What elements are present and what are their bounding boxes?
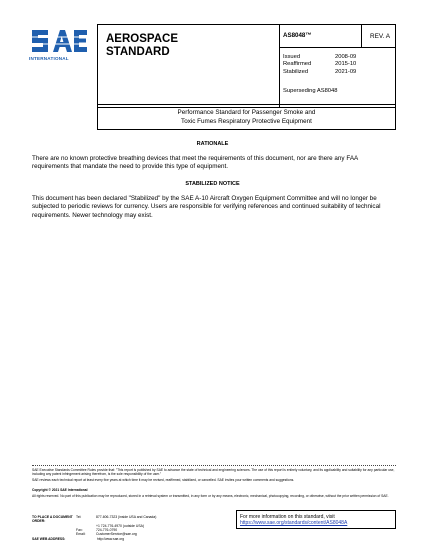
stabilized-heading: STABILIZED NOTICE: [185, 181, 240, 187]
contact-value: 724-776-0790: [96, 527, 118, 532]
copyright: Copyright © 2021 SAE International: [32, 488, 88, 492]
contact-key: Email:: [76, 532, 86, 537]
contact-value: +1 724-776-4970 (outside USA): [96, 523, 144, 528]
document-title-line-2: Toxic Fumes Respiratory Protective Equipment: [181, 118, 312, 125]
header-divider: [280, 47, 396, 48]
date-table: [283, 54, 356, 76]
revision-label: REV. A: [370, 33, 391, 40]
date-label: Stabilized: [283, 68, 309, 75]
date-value: 2015-10: [335, 61, 357, 68]
revision-divider: [361, 24, 362, 47]
rights-note: All rights reserved. No part of this publication may be reproduced, stored in a retrieval system or transmitted, in any form or by any means, electronic, mechanical, photocopying, recording, or otherwise, without the prior written permission of SAE.: [32, 494, 389, 498]
review-note: SAE reviews each technical report at least every five years at which time it may be revised, reaffirmed, stabilized, or cancelled. SAE invites your written comments and suggestions.: [32, 478, 295, 482]
web-address-link[interactable]: http://www.sae.org: [96, 537, 125, 541]
order-contact: [32, 515, 156, 536]
date-label: Reaffirmed: [283, 61, 312, 68]
standard-link[interactable]: https://www.sae.org/standards/content/AS8048A: [240, 520, 348, 527]
superseding-note: Superseding AS8048: [283, 88, 338, 94]
more-info-box: [236, 510, 396, 529]
rationale-text: There are no known protective breathing devices that meet the requirements of this document, nor are there any FAA requirements that mandate the need to provide this type of equipment.: [32, 155, 358, 171]
date-value: 2021-09: [335, 68, 357, 75]
title-line-1: AEROSPACE: [106, 33, 178, 45]
document-title-line-1: Performance Standard for Passenger Smoke and: [177, 109, 316, 116]
document-type-title: [106, 33, 178, 59]
date-row: [283, 54, 356, 61]
date-row: [283, 61, 356, 68]
web-address: [32, 537, 124, 541]
contact-value: 877-606-7323 (inside USA and Canada): [96, 515, 157, 519]
order-label: TO PLACE A DOCUMENT ORDER:: [32, 515, 73, 524]
web-address-label: SAE WEB ADDRESS:: [32, 537, 66, 541]
date-row: [283, 69, 356, 76]
rationale-heading: RATIONALE: [196, 141, 229, 147]
title-line-2: STANDARD: [106, 46, 170, 58]
document-number: AS8048™: [283, 32, 312, 39]
contact-value[interactable]: CustomerService@sae.org: [96, 532, 137, 537]
date-value: 2008-09: [335, 54, 357, 60]
contact-row: [32, 515, 156, 524]
rules-note: SAE Executive Standards Committee Rules provide that: "This report is published by SAE to advance the state of technical and engineering sciences. The use of this report is entirely voluntary, and its applicability and suitability for any particular use, including any patent infringement arising therefrom, is the sole responsibility of the user.": [32, 468, 395, 477]
date-label: Issued: [283, 54, 301, 60]
contact-key: Fax:: [76, 527, 83, 532]
contact-key: Tel:: [76, 515, 82, 519]
contact-row: [32, 532, 156, 536]
more-info-text: For more information on this standard, visit: [240, 514, 335, 520]
footer-separator: [32, 465, 396, 466]
logo-subtitle: INTERNATIONAL: [29, 56, 69, 61]
stabilized-text: This document has been declared "Stabilized" by the SAE A-10 Aircraft Oxygen Equipment Committee and will no longer be subjected to periodic reviews for currency. Users are responsible for verifying references and continued suitability of technical requirements. Newer technology may exist.: [32, 195, 381, 219]
document-title-box: [97, 104, 396, 130]
